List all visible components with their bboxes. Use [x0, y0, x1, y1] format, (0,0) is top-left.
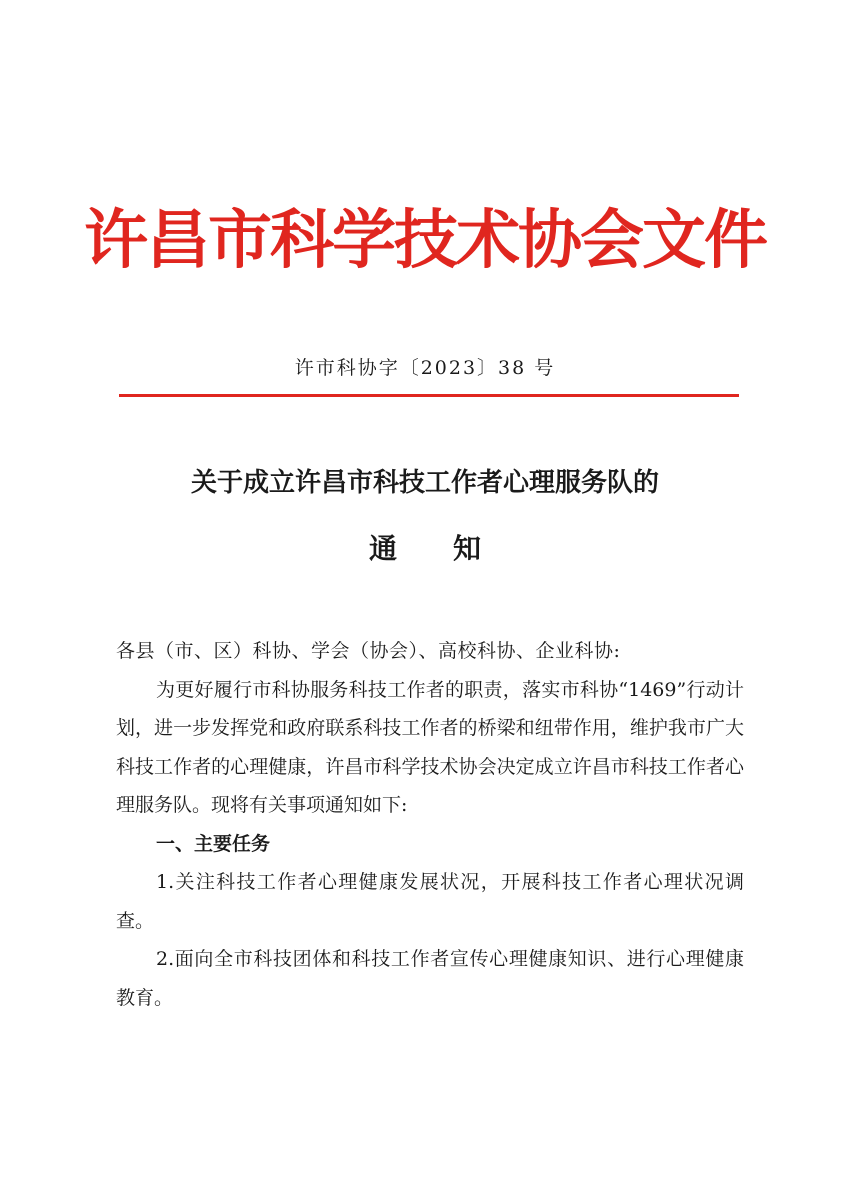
task-item-2: 2.面向全市科技团体和科技工作者宣传心理健康知识、进行心理健康教育。: [116, 948, 744, 1009]
notice-title-line-2: 通知: [368, 532, 537, 565]
red-divider-line: [119, 394, 739, 397]
notice-body: [116, 632, 744, 1017]
intro-paragraph: 为更好履行市科协服务科技工作者的职责，落实市科协“1469”行动计划，进一步发挥党和政府联系科技工作者的桥梁和纽带作用，维护我市广大科技工作者的心理健康，许昌市科学技术协会决定成立许昌市科技工作者心理服务队。现将有关事项通知如下:: [116, 678, 744, 816]
document-number: 许市科协字〔2023〕38 号: [294, 357, 556, 379]
section-heading-main-tasks: 一、主要任务: [156, 832, 271, 855]
task-item-1: 1.关注科技工作者心理健康发展状况，开展科技工作者心理状况调查。: [116, 871, 744, 932]
notice-title-line-1: 关于成立许昌市科技工作者心理服务队的: [190, 468, 659, 498]
salutation: 各县（市、区）科协、学会（协会）、高校科协、企业科协:: [116, 640, 621, 662]
masthead-title: 许昌市科学技术协会文件: [84, 203, 766, 278]
